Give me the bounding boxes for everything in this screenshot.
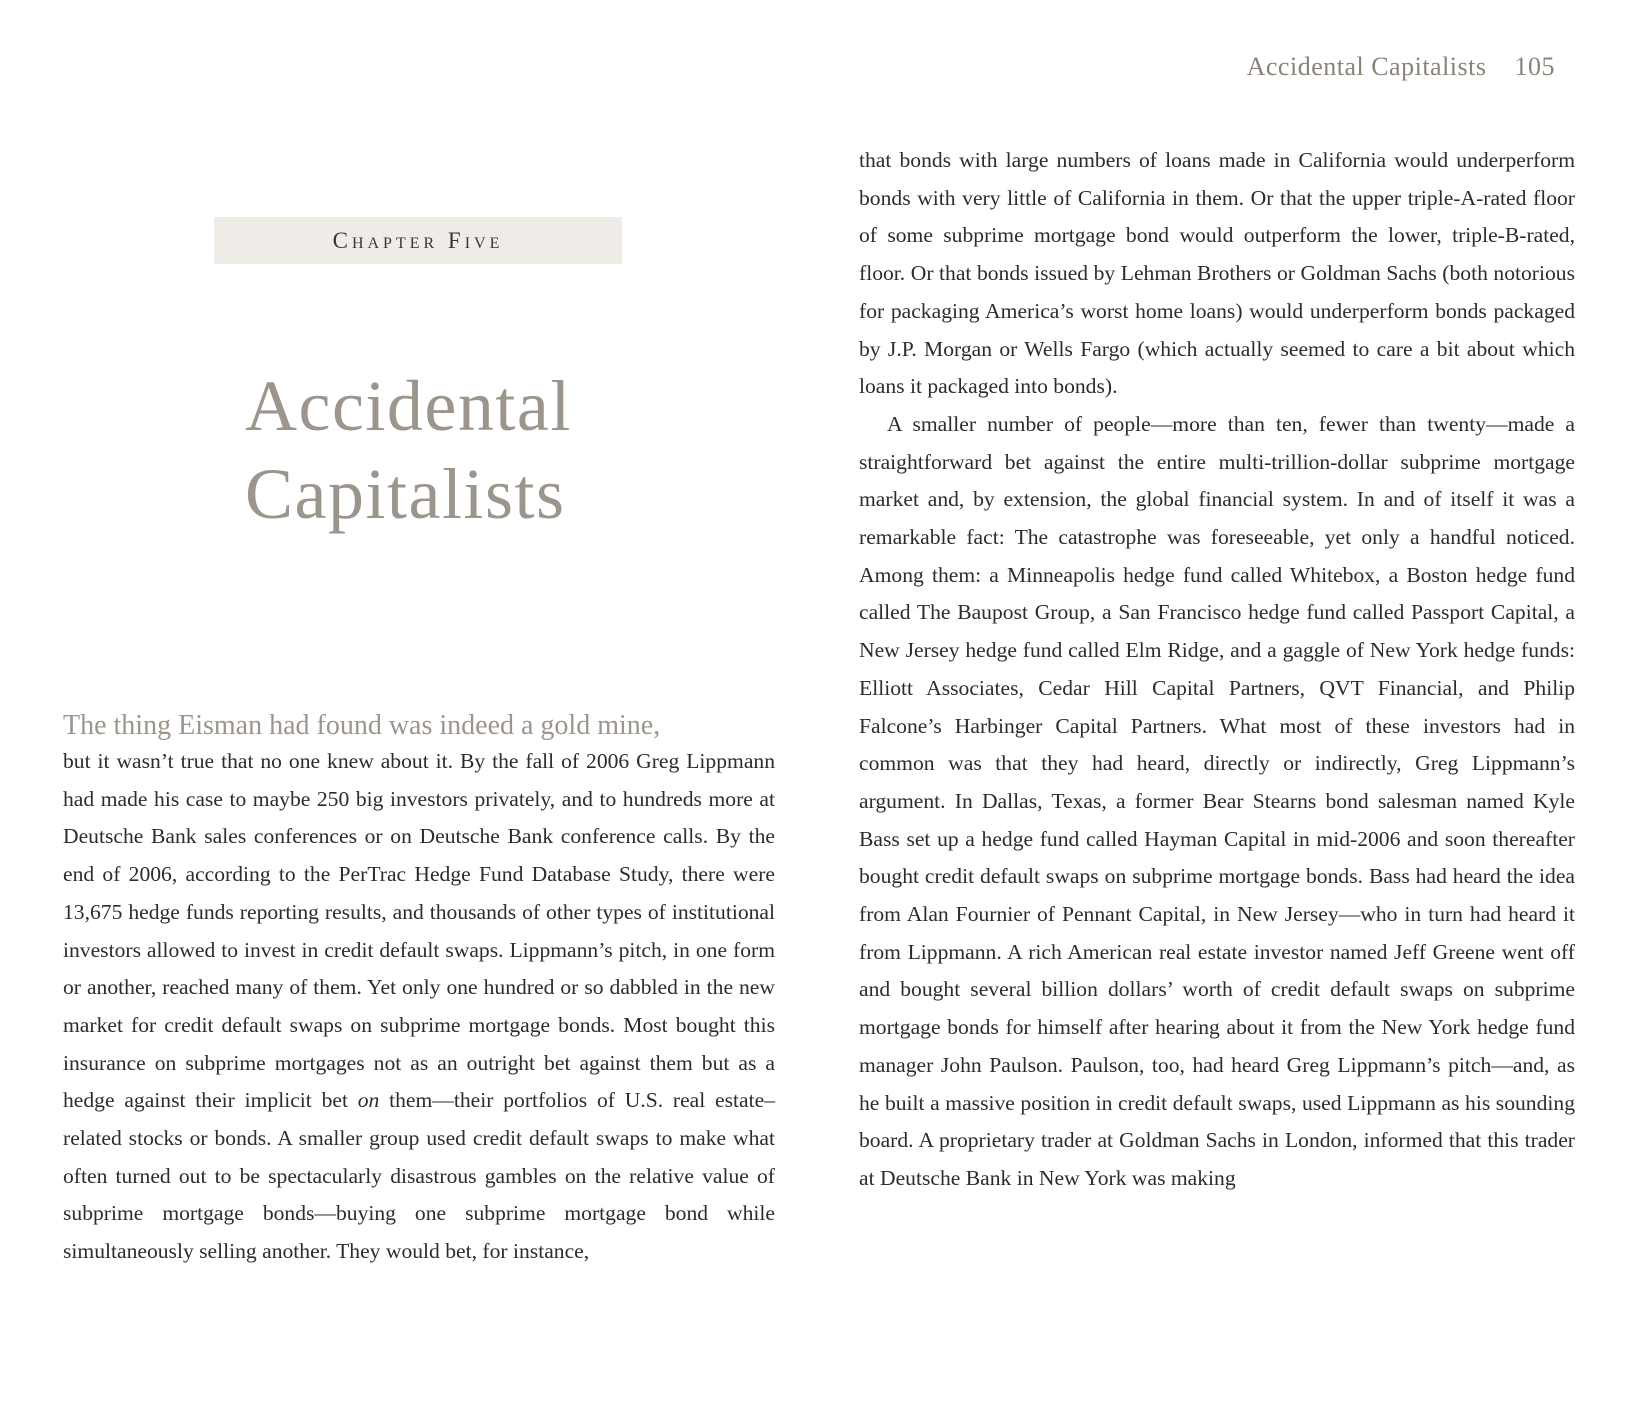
italic-emphasis: on xyxy=(357,1088,380,1113)
chapter-title-line-1: Accidental xyxy=(245,366,572,446)
running-head-title: Accidental Capitalists xyxy=(1246,52,1487,81)
right-page-paragraph-2: A smaller number of people—more than ten, fewer than twenty—made a straightforward bet against the entire multi-trillion-dollar subprime mortgage market and, by extension, the global financial system. In and of itself it was a remarkable fact: The catastrophe was foreseeable, yet only a handful noticed. Among them: a Minneapolis hedge fund called Whitebox, a Boston hedge fund called The Baupost Group, a San Francisco hedge fund called Passport Capital, a New Jersey hedge fund called Elm Ridge, and a gaggle of New York hedge funds: Elliott Associates, Cedar Hill Capital Partners, QVT Financial, and Philip Falcone’s Harbinger Capital Partners. What most of these investors had in common was that they had heard, directly or indirectly, Greg Lippmann’s argument. In Dallas, Texas, a former Bear Stearns bond salesman named Kyle Bass set up a hedge fund called Hayman Capital in mid-2006 and soon thereafter bought credit default swaps on subprime mortgage bonds. Bass had heard the idea from Alan Fournier of Pennant Capital, in New Jersey—who in turn had heard it from Lippmann. A rich American real estate investor named Jeff Greene went off and bought several billion dollars’ worth of credit default swaps on subprime mortgage bonds for himself after hearing about it from the New York hedge fund manager John Paulson. Paulson, too, had heard Greg Lippmann’s pitch—and, as he built a massive position in credit default swaps, used Lippmann as his sounding board. A proprietary trader at Goldman Sachs in London, informed that this trader at Deutsche Bank in New York was making xyxy=(859,411,1575,1190)
chapter-label-band xyxy=(214,217,622,264)
lead-in-text: The thing Eisman had found was indeed a gold mine, xyxy=(63,710,661,741)
paragraph-text-after-italic: them—their portfolios of U.S. real estate–related stocks or bonds. A smaller group used credit default swaps to make what often turned out to be spectacularly disastrous gambles on the relative value of subprime mortgage bonds—buying one subprime mortgage bond while simultaneously selling another. They would bet, for instance, xyxy=(63,1088,775,1264)
right-page-body xyxy=(859,142,1575,1198)
left-page-paragraph xyxy=(63,743,775,1271)
page-number: 105 xyxy=(1514,52,1555,81)
paragraph-text-before-italic: but it wasn’t true that no one knew about it. By the fall of 2006 Greg Lippmann had made his case to maybe 250 big investors privately, and to hundreds more at Deutsche Bank sales conferences or on Deutsche Bank conference calls. By the end of 2006, according to the PerTrac Hedge Fund Database Study, there were 13,675 hedge funds reporting results, and thousands of other types of institutional investors allowed to invest in credit default swaps. Lippmann’s pitch, in one form or another, reached many of them. Yet only one hundred or so dabbled in the new market for credit default swaps on subprime mortgage bonds. Most bought this insurance on subprime mortgages not as an outright bet against them but as a hedge against their implicit bet xyxy=(63,749,775,1113)
chapter-title xyxy=(245,362,645,538)
right-page-paragraph-1: that bonds with large numbers of loans made in California would underperform bonds with very little of California in them. Or that the upper triple-A-rated floor of some subprime mortgage bond would outperform the lower, triple-B-rated, floor. Or that bonds issued by Lehman Brothers or Goldman Sachs (both notorious for packaging America’s worst home loans) would underperform bonds packaged by J.P. Morgan or Wells Fargo (which actually seemed to care a bit about which loans it packaged into bonds). xyxy=(859,148,1575,399)
chapter-label: Chapter Five xyxy=(332,227,504,253)
running-head xyxy=(1247,52,1555,82)
chapter-title-line-2: Capitalists xyxy=(245,454,566,534)
left-page-body xyxy=(63,705,775,1271)
